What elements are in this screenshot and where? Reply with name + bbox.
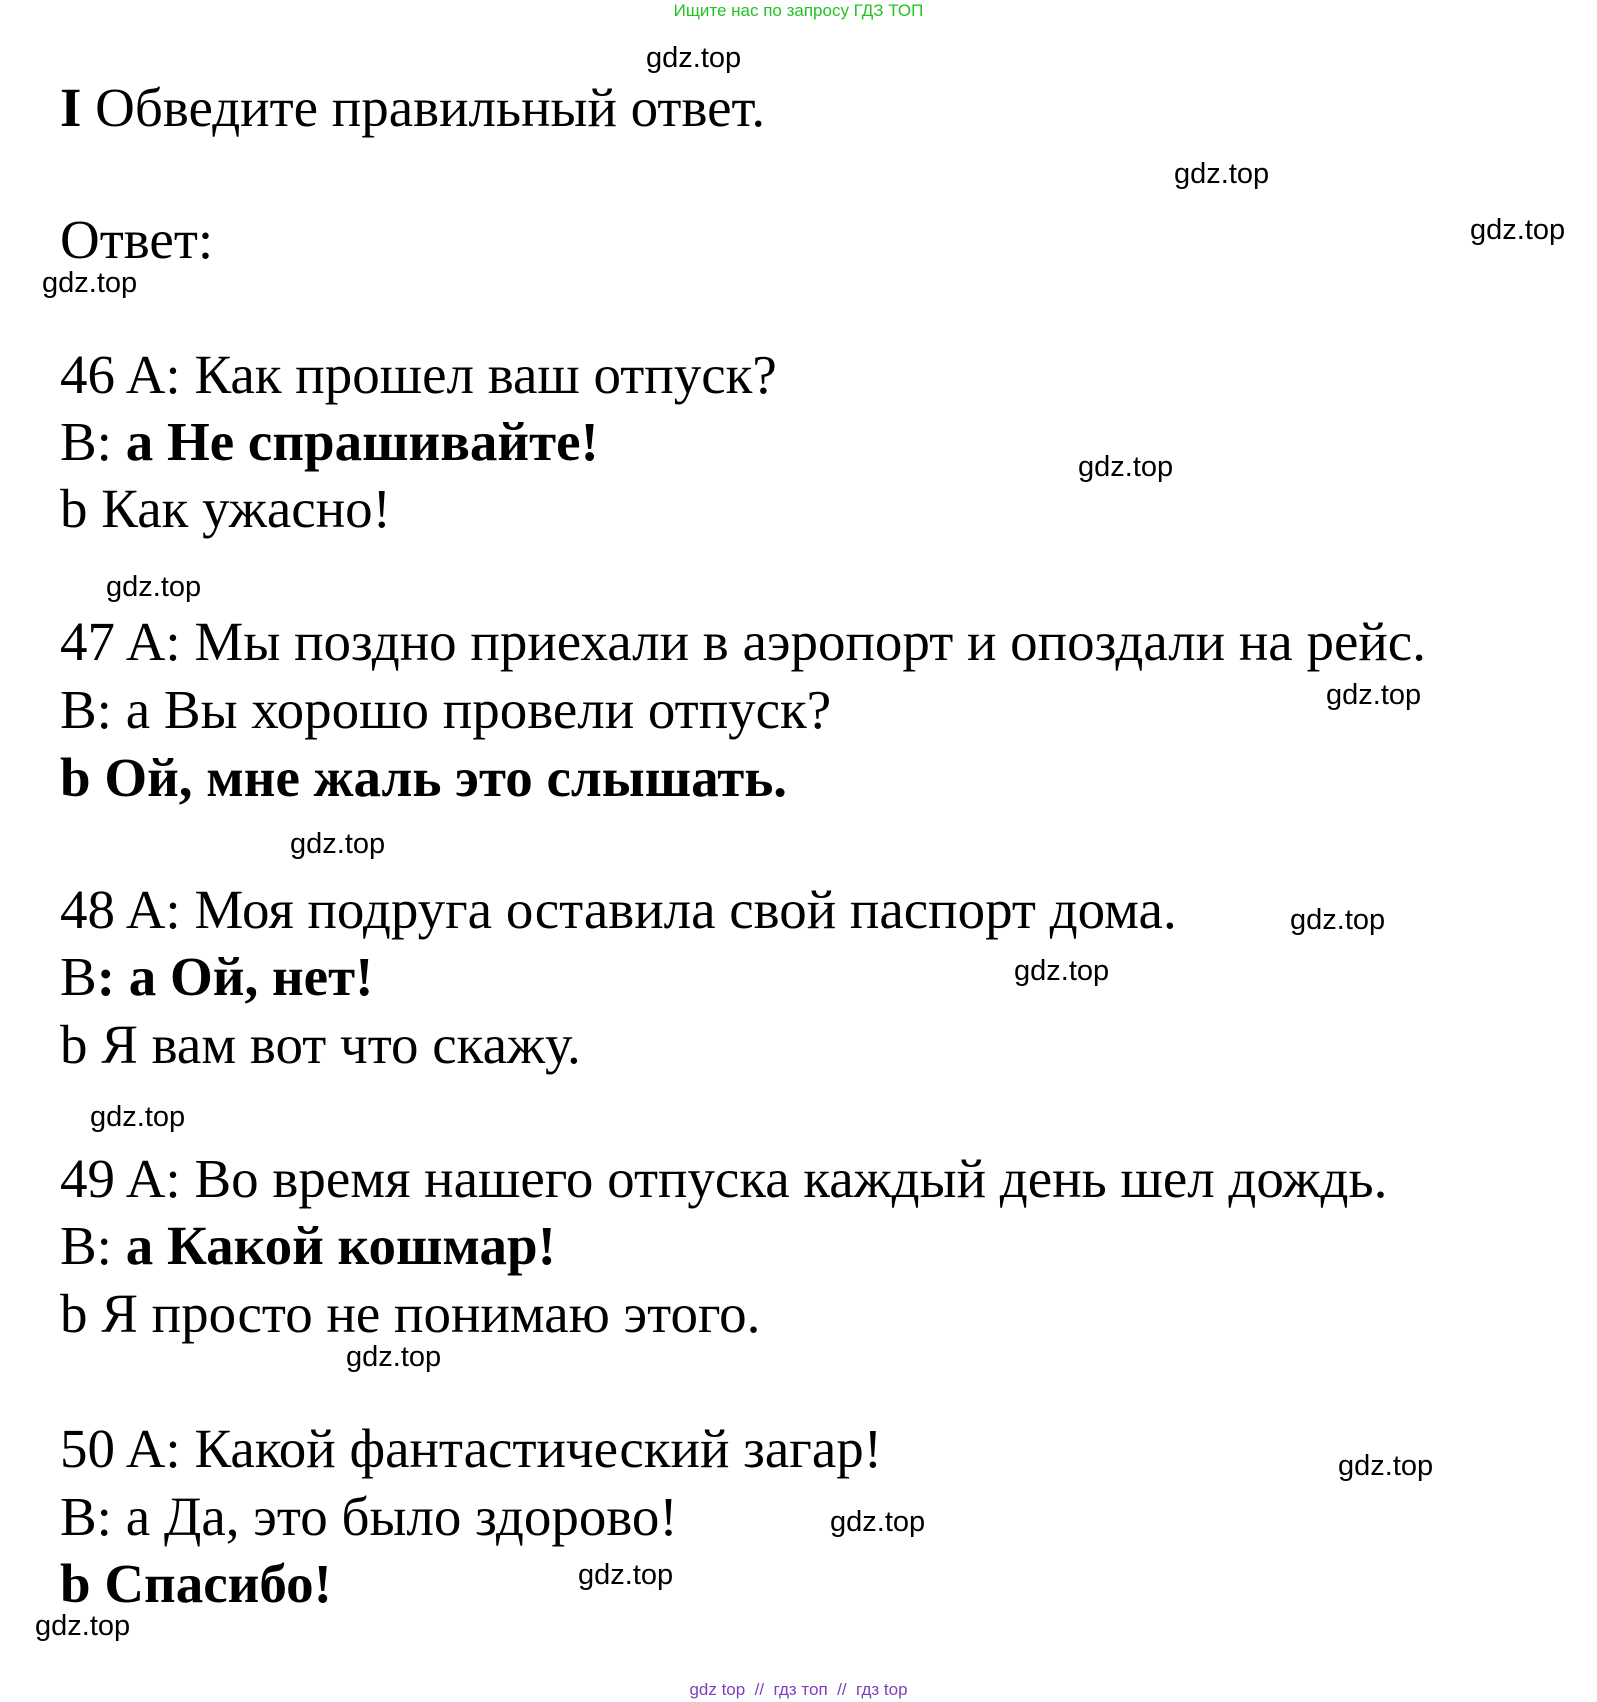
watermark: gdz.top — [1290, 904, 1386, 936]
item-46-question: 46 A: Как прошел ваш отпуск? — [60, 344, 777, 405]
watermark: gdz.top — [106, 571, 202, 603]
watermark: gdz.top — [35, 1610, 131, 1642]
item-46-response — [60, 411, 599, 472]
item-47-response — [60, 679, 832, 740]
item-48-option-a: : a Ой, нет! — [96, 946, 374, 1007]
top-banner: Ищите нас по запросу ГДЗ ТОП — [673, 1, 924, 20]
item-49-question: 49 A: Во время нашего отпуска каждый день шел дождь. — [60, 1148, 1388, 1209]
item-49-option-a: a Какой кошмар! — [125, 1215, 556, 1276]
watermark: gdz.top — [1470, 214, 1566, 246]
item-47-option-a: a Вы хорошо провели отпуск? — [125, 679, 832, 740]
watermark: gdz.top — [1014, 955, 1110, 987]
task-instruction: Обведите правильный ответ. — [81, 77, 766, 138]
item-47-question: 47 A: Мы поздно приехали в аэропорт и опоздали на рейс. — [60, 611, 1426, 672]
item-50-option-a: a Да, это было здорово! — [125, 1486, 678, 1547]
watermark: gdz.top — [90, 1101, 186, 1133]
watermark: gdz.top — [578, 1559, 674, 1591]
watermark: gdz.top — [646, 42, 742, 74]
item-50-question: 50 A: Какой фантастический загар! — [60, 1418, 883, 1479]
item-49-option-b: b Я просто не понимаю этого. — [60, 1283, 761, 1344]
item-48-option-b: b Я вам вот что скажу. — [60, 1014, 581, 1075]
watermark: gdz.top — [42, 267, 138, 299]
answer-label: Ответ: — [60, 209, 214, 270]
item-47-b-prefix: B: — [60, 679, 126, 740]
watermark: gdz.top — [346, 1341, 442, 1373]
task-number: I — [60, 77, 82, 138]
item-50-response — [60, 1486, 678, 1547]
item-46-option-b: b Как ужасно! — [60, 478, 391, 539]
watermark: gdz.top — [1078, 451, 1174, 483]
item-48-b-prefix: B — [60, 946, 97, 1007]
item-46-option-a: a Не спрашивайте! — [125, 411, 599, 472]
task-heading — [60, 77, 766, 138]
watermark: gdz.top — [1338, 1450, 1434, 1482]
item-50-b-prefix: B: — [60, 1486, 126, 1547]
watermark: gdz.top — [830, 1506, 926, 1538]
item-47-option-b: b Ой, мне жаль это слышать. — [60, 747, 788, 808]
item-49-b-prefix: B: — [60, 1215, 126, 1276]
footer-watermark: gdz top // гдз топ // гдз top — [689, 1680, 908, 1699]
watermark: gdz.top — [1174, 158, 1270, 190]
item-48-response — [60, 946, 374, 1007]
item-50-option-b: b Спасибо! — [60, 1553, 332, 1614]
watermark: gdz.top — [1326, 679, 1422, 711]
watermark: gdz.top — [290, 828, 386, 860]
item-48-question: 48 A: Моя подруга оставила свой паспорт дома. — [60, 879, 1177, 940]
item-46-b-prefix: B: — [60, 411, 126, 472]
item-49-response — [60, 1215, 556, 1276]
